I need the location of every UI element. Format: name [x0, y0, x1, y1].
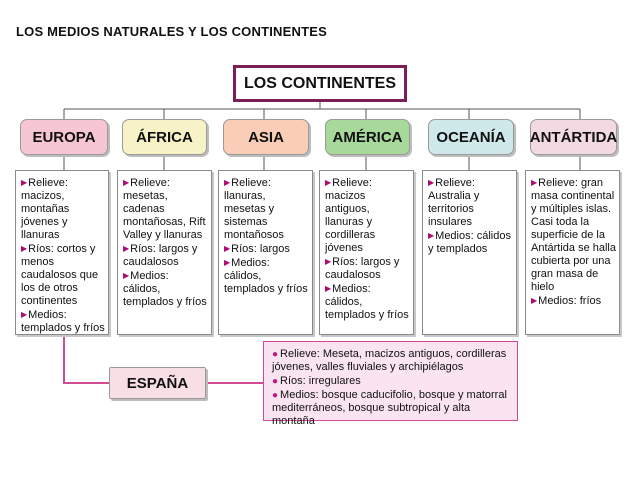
spain-desc-item: ● Medios: bosque caducifolio, bosque y matorral mediterráneos, bosque subtropical y alta montaña [272, 389, 507, 427]
triangle-bullet-icon: ▶ [21, 244, 28, 253]
desc-america [319, 170, 414, 335]
triangle-bullet-icon: ▶ [224, 244, 231, 253]
desc-item: ▶Medios: cálidos y templados [428, 230, 511, 255]
desc-item: ▶Relieve: gran masa continental y múltiples islas. Casi toda la superficie de la Antártida se halla cubierta por una gran masa de hielo [531, 177, 616, 293]
desc-item: ▶Relieve: Australia y territorios insulares [428, 177, 480, 228]
desc-item: ▶Relieve: macizos antiguos, llanuras y cordilleras jóvenes [325, 177, 376, 254]
triangle-bullet-icon: ▶ [325, 257, 332, 266]
desc-item: ▶Ríos: largos [224, 243, 290, 255]
desc-item: ▶Relieve: mesetas, cadenas montañosas, Rift Valley y llanuras [123, 177, 206, 241]
desc-item: ▶Ríos: cortos y menos caudalosos que los de otros continentes [21, 243, 99, 307]
desc-item: ▶Medios: templados y fríos [21, 309, 105, 334]
continent-asia: ASIA [223, 119, 309, 155]
desc-item: ▶Ríos: largos y caudalosos [123, 243, 198, 268]
spain-desc [263, 341, 518, 427]
triangle-bullet-icon: ▶ [531, 296, 538, 305]
triangle-bullet-icon: ▶ [428, 178, 435, 187]
continent-africa: ÁFRICA [122, 119, 207, 155]
desc-item: ▶Medios: fríos [531, 295, 602, 307]
spain-node: ESPAÑA [109, 367, 206, 399]
dot-bullet-icon: ● [272, 376, 279, 387]
triangle-bullet-icon: ▶ [325, 284, 332, 293]
continent-europa: EUROPA [20, 119, 108, 155]
desc-item: ▶Relieve: macizos, montañas jóvenes y llanuras [21, 177, 70, 241]
page-title: LOS MEDIOS NATURALES Y LOS CONTINENTES [16, 24, 327, 39]
triangle-bullet-icon: ▶ [428, 231, 435, 240]
triangle-bullet-icon: ▶ [224, 178, 231, 187]
triangle-bullet-icon: ▶ [123, 244, 130, 253]
desc-item: ▶Relieve: llanuras, mesetas y sistemas montañosos [224, 177, 284, 241]
root-node: LOS CONTINENTES [233, 65, 407, 102]
desc-oceania [422, 170, 517, 335]
triangle-bullet-icon: ▶ [123, 271, 130, 280]
desc-asia [218, 170, 313, 335]
desc-africa [117, 170, 212, 335]
triangle-bullet-icon: ▶ [21, 310, 28, 319]
continent-oceania: OCEANÍA [428, 119, 514, 155]
triangle-bullet-icon: ▶ [531, 178, 538, 187]
desc-antartida [525, 170, 620, 335]
desc-item: ▶Ríos: largos y caudalosos [325, 256, 400, 281]
spain-desc-item: ● Relieve: Meseta, macizos antiguos, cordilleras jóvenes, valles fluviales y archipiélagos [272, 348, 507, 373]
spain-desc-item: ● Ríos: irregulares [272, 375, 361, 387]
desc-item: ▶Medios: cálidos, templados y fríos [123, 270, 207, 308]
triangle-bullet-icon: ▶ [21, 178, 28, 187]
spain-link-left [64, 335, 109, 383]
triangle-bullet-icon: ▶ [325, 178, 332, 187]
desc-item: ▶Medios: cálidos, templados y fríos [325, 283, 409, 321]
continent-antartida: ANTÁRTIDA [530, 119, 617, 155]
triangle-bullet-icon: ▶ [123, 178, 130, 187]
desc-item: ▶Medios: cálidos, templados y fríos [224, 257, 308, 295]
triangle-bullet-icon: ▶ [224, 258, 231, 267]
desc-europa [15, 170, 109, 335]
continent-america: AMÉRICA [325, 119, 410, 155]
dot-bullet-icon: ● [272, 349, 279, 360]
dot-bullet-icon: ● [272, 390, 279, 401]
